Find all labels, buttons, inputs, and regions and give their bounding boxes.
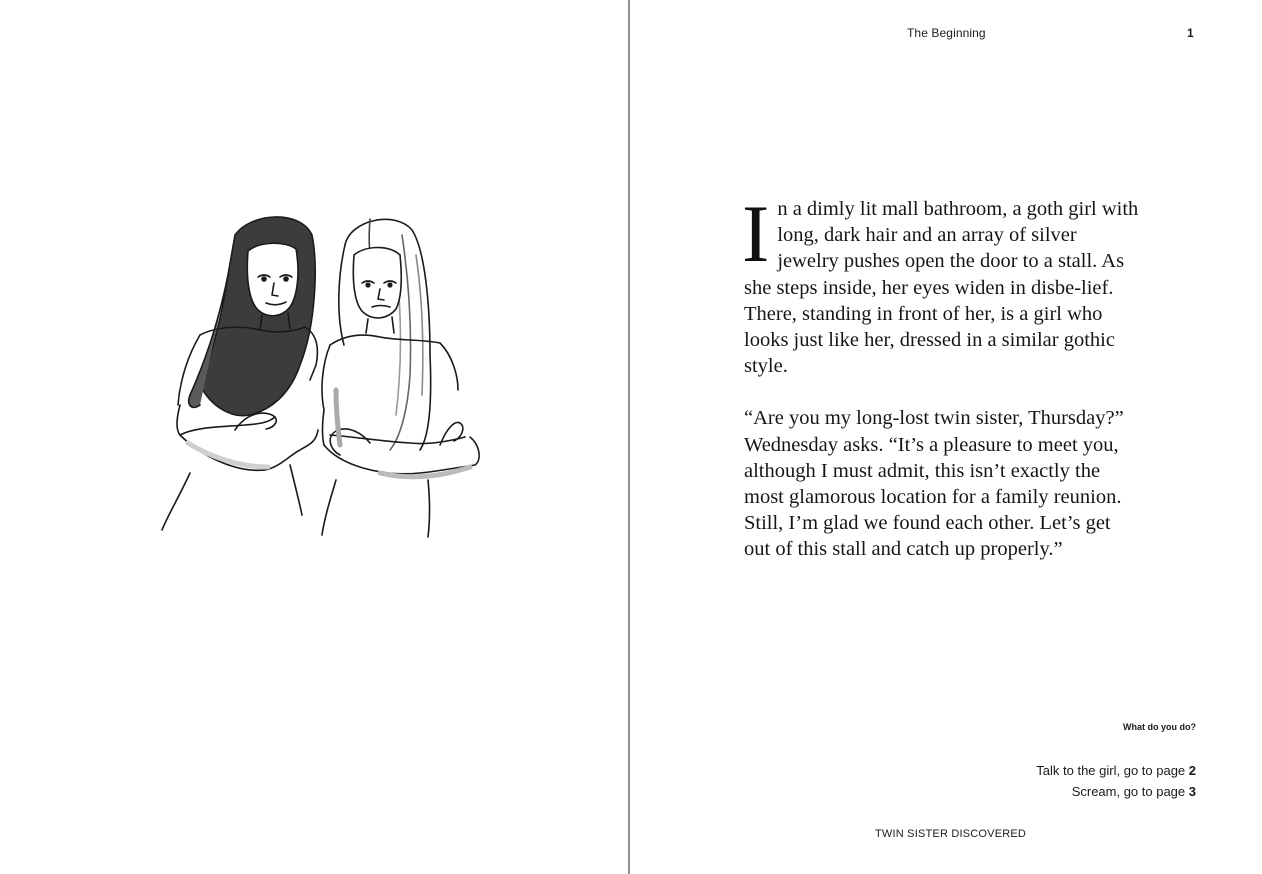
choice-scream-text: Scream, go to page (1071, 784, 1189, 799)
choice-list (1036, 760, 1196, 802)
choice-prompt: What do you do? (1123, 722, 1196, 732)
twin-girls-illustration (140, 205, 490, 545)
left-page (0, 0, 628, 874)
drop-cap: I (742, 188, 770, 279)
story-paragraph (742, 188, 1140, 379)
page-number: 1 (1187, 26, 1194, 40)
story-text (742, 188, 1140, 589)
story-paragraph-2: “Are you my long-lost twin sister, Thursday?” Wednesday asks. “It’s a pleasure to meet you, although I must admit, this isn’t exactly the most glamorous location for a family reunion. Still, I’m glad we found each other. Let’s get out of this stall and catch up properly.” (744, 407, 1124, 561)
running-head: The Beginning (907, 26, 986, 40)
choice-talk-page: 2 (1188, 763, 1196, 778)
right-page (630, 0, 1262, 874)
choice-talk-text: Talk to the girl, go to page (1036, 763, 1189, 778)
paragraph-1-text: n a dimly lit mall bathroom, a goth girl with long, dark hair and an array of silver jewelry pushes open the door to a stall. As she steps inside, her eyes widen in disbe-lief. There, standing in front of her, is a girl who looks just like her, dressed in a similar gothic style. (744, 198, 1139, 378)
chapter-footer: TWIN SISTER DISCOVERED (875, 828, 1027, 840)
choice-scream-page: 3 (1188, 784, 1196, 799)
choice-scream (1036, 781, 1196, 802)
choice-talk (1036, 760, 1196, 781)
